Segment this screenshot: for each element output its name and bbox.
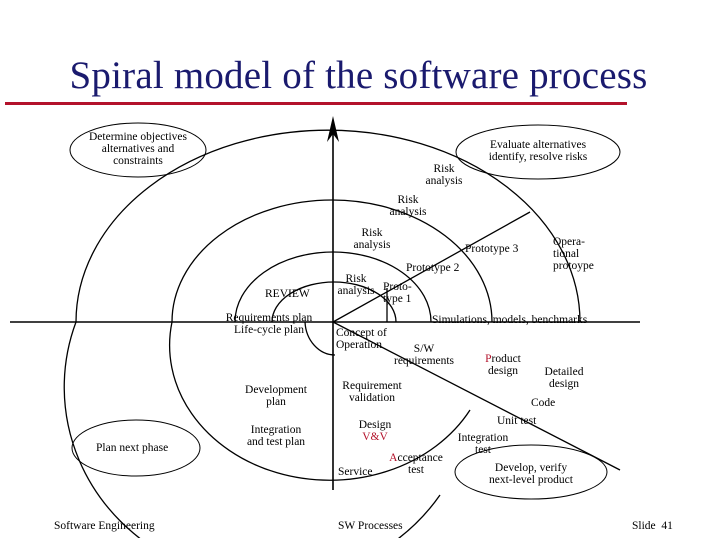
product-design-label: Product design	[485, 353, 521, 377]
prototype-3-label: Prototype 3	[465, 243, 519, 255]
integration-test-label: Integration test	[457, 432, 509, 456]
quadrant-label-bottom-right: Develop, verify next-level product	[489, 462, 573, 486]
slide-title: Spiral model of the software process	[69, 54, 648, 97]
quadrant-label-bottom-left: Plan next phase	[96, 442, 169, 454]
code-label: Code	[531, 397, 556, 409]
risk-analysis-outer: Risk analysis	[425, 163, 463, 187]
development-plan-label: Development plan	[245, 384, 307, 408]
unit-test-label: Unit test	[497, 415, 537, 427]
requirement-validation-label: Requirement validation	[342, 380, 402, 404]
simulations-label: Simulations, models, benchmarks	[432, 314, 588, 326]
design-vv-line2: V&V	[362, 431, 388, 443]
quadrant-label-top-left: Determine objectives alternatives and constraints	[88, 131, 188, 167]
acceptance-test-label: Acceptance test	[389, 452, 443, 476]
concept-of-operation-label: Concept of Operation	[336, 327, 387, 351]
prototype-1-label: Proto- type 1	[383, 281, 412, 305]
review-label: REVIEW	[265, 288, 310, 300]
sw-requirements-label: S/W requirements	[394, 343, 455, 367]
integration-test-plan-label: Integration and test plan	[246, 424, 306, 448]
risk-analysis-third: Risk analysis	[389, 194, 427, 218]
footer-left: Software Engineering	[54, 520, 155, 532]
requirements-plan-label: Requirements plan Life-cycle plan	[225, 312, 313, 336]
footer-center: SW Processes	[338, 520, 403, 532]
quadrant-label-top-right: Evaluate alternatives identify, resolve risks	[488, 139, 588, 163]
prototype-2-label: Prototype 2	[406, 262, 460, 274]
design-vv-line1: Design	[358, 419, 392, 431]
detailed-design-label: Detailed design	[544, 366, 584, 390]
design-vv-group	[350, 419, 400, 443]
spiral-turn-3	[172, 200, 492, 322]
service-label: Service	[338, 466, 373, 478]
operational-prototype-label: Opera- tional protoype	[553, 236, 594, 272]
risk-analysis-inner: Risk analysis	[337, 273, 375, 297]
risk-analysis-second: Risk analysis	[353, 227, 391, 251]
footer-slide-number: Slide 41	[632, 520, 673, 532]
